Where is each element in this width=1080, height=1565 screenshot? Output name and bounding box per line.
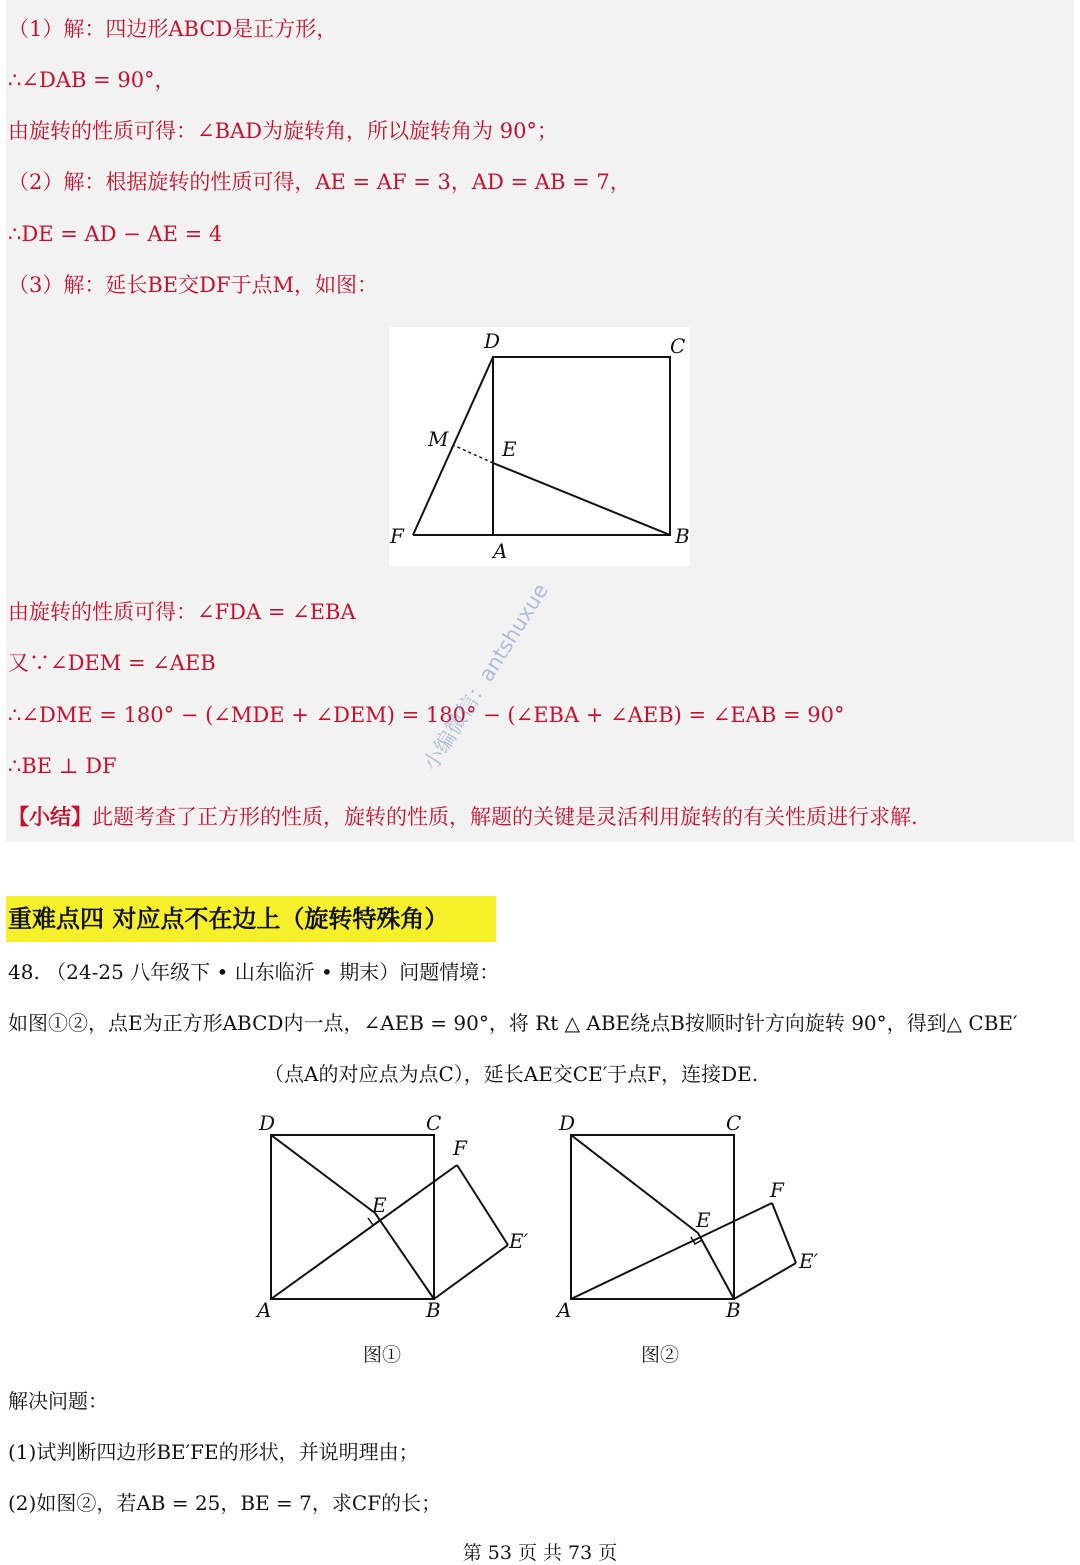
solution-line-1: （1）解：四边形ABCD是正方形， [8,17,338,41]
figure-1-caption: 图① [363,1344,402,1366]
fig1-label-m: M [428,427,449,451]
solution-line-2: ∴∠DAB = 90°， [8,68,176,92]
fig2-label-b: B [426,1298,441,1322]
solution-line-5: ∴DE = AD − AE = 4 [8,222,223,246]
figure-1 [250,1105,540,1335]
fig2-label-a: A [257,1298,272,1322]
fig3-label-f: F [770,1178,784,1202]
fig3-label-a: A [557,1298,572,1322]
solution-line-10: ∴BE ⊥ DF [8,754,117,778]
fig2-label-c: C [426,1111,442,1135]
fig3-label-b: B [726,1298,741,1322]
question-header: 48. （24-25 八年级下 • 山东临沂 • 期末）问题情境： [8,960,500,984]
fig1-label-b: B [675,524,690,548]
watermark: 小编微信：antshuxue [418,579,554,775]
fig1-label-e: E [502,437,517,461]
fig1-label-f: F [390,524,404,548]
fig1-label-d: D [484,329,501,353]
fig2-label-e: E [372,1193,387,1217]
solution-line-4: （2）解：根据旋转的性质可得，AE = AF = 3，AD = AB = 7， [8,170,631,194]
fig3-label-e-prime: E′ [799,1249,819,1273]
figure-2-caption: 图② [641,1344,680,1366]
summary-text: 此题考查了正方形的性质，旋转的性质，解题的关键是灵活利用旋转的有关性质进行求解. [92,805,918,829]
question-body-2: （点A的对应点为点C），延长AE交CE′于点F，连接DE. [264,1062,759,1086]
fig2-label-f: F [453,1136,467,1160]
solution-line-6: （3）解：延长BE交DF于点M，如图： [8,273,379,297]
fig2-label-d: D [259,1111,276,1135]
figure-2 [550,1105,840,1335]
solution-line-8: 又∵∠DEM = ∠AEB [8,651,216,675]
fig1-label-a: A [493,539,508,563]
solution-summary [8,802,918,832]
solution-line-9: ∴∠DME = 180° − (∠MDE + ∠DEM) = 180° − (∠EBA + ∠AEB) = ∠EAB = 90° [8,703,845,727]
question-part-1: (1)试判断四边形BE′FE的形状，并说明理由； [8,1440,419,1464]
figure-square-rotation-solution [389,327,690,566]
question-part-2: (2)如图②，若AB = 25，BE = 7，求CF的长； [8,1491,442,1515]
summary-tag: 【小结】 [8,804,92,829]
solve-title: 解决问题： [8,1389,108,1413]
fig3-label-e: E [696,1208,711,1232]
fig1-label-c: C [670,334,686,358]
solution-line-7: 由旋转的性质可得：∠FDA = ∠EBA [8,600,356,624]
fig2-label-e-prime: E′ [509,1229,529,1253]
page-footer: 第 53 页 共 73 页 [462,1542,618,1564]
fig3-label-d: D [559,1111,576,1135]
fig3-label-c: C [726,1111,742,1135]
solution-line-3: 由旋转的性质可得：∠BAD为旋转角，所以旋转角为 90°； [8,119,558,143]
section-heading: 重难点四 对应点不在边上（旋转特殊角） [6,896,496,942]
question-body-1: 如图①②，点E为正方形ABCD内一点，∠AEB = 90°，将 Rt △ ABE绕点B按顺时针方向旋转 90°，得到△ CBE′ [8,1011,1018,1035]
